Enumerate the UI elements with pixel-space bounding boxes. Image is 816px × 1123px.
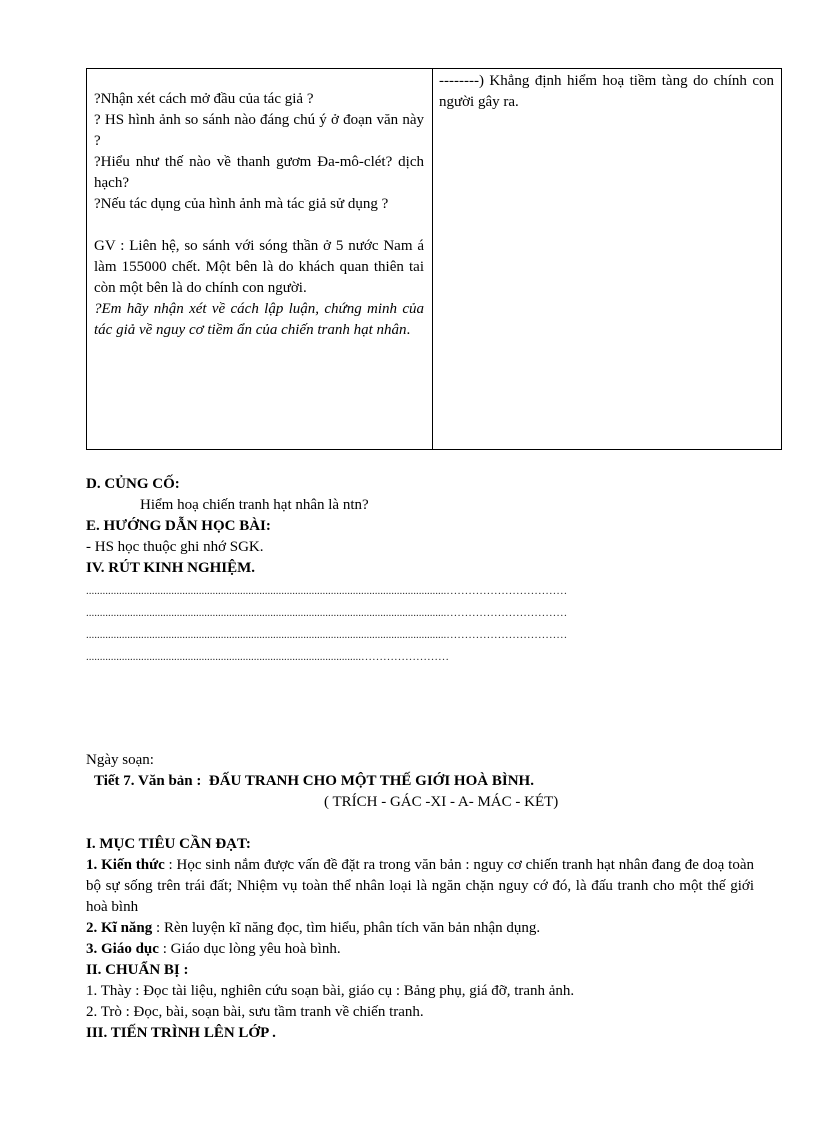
table-left-cell	[87, 69, 433, 449]
education-text: : Giáo dục lòng yêu hoà bình.	[158, 941, 341, 957]
spacer	[94, 215, 424, 236]
objective-knowledge	[86, 855, 754, 918]
objectives-heading: I. MỤC TIÊU CẦN ĐẠT:	[86, 836, 251, 852]
preparation-student: 2. Trò : Đọc, bài, soạn bài, sưu tầm tranh về chiến tranh.	[86, 1004, 424, 1020]
table-right-cell	[433, 69, 781, 449]
procedure-heading: III. TIẾN TRÌNH LÊN LỚP .	[86, 1025, 276, 1041]
lesson-title-prefix: Tiết 7. Văn bản :	[94, 773, 202, 789]
question-effect: ?Nếu tác dụng của hình ảnh mà tác giả sử dụng ?	[94, 196, 389, 212]
lesson-title	[94, 771, 534, 792]
dotted-line-1: ...................................................................................................................................……………………………	[86, 585, 568, 597]
dotted-line-3: ...................................................................................................................................……………………………	[86, 629, 568, 641]
dotted-line-2: ...................................................................................................................................……………………………	[86, 607, 568, 619]
preparation-teacher: 1. Thày : Đọc tài liệu, nghiên cứu soạn bài, giáo cụ : Bảng phụ, giá đỡ, tranh ảnh.	[86, 983, 575, 999]
date-label: Ngày soạn:	[86, 752, 154, 768]
lesson-subtitle: ( TRÍCH - GÁC -XI - A- MÁC - KÉT)	[324, 794, 559, 810]
skills-label: 2. Kĩ năng	[86, 920, 153, 936]
knowledge-label: 1. Kiến thức	[86, 857, 165, 873]
lesson-table	[86, 68, 782, 450]
section-iv-heading: IV. RÚT KINH NGHIỆM.	[86, 560, 256, 576]
preparation-heading: II. CHUẨN BỊ :	[86, 962, 189, 978]
knowledge-text: : Học sinh nắm được vấn đề đặt ra trong văn bản : nguy cơ chiến tranh hạt nhân đang đe doạ toàn bộ sự sống trên trái đất; Nhiệm vụ toàn thể nhân loại là ngăn chặn nguy cớ đó, là đấu tranh cho một thế giới hoà bình	[86, 857, 754, 915]
section-d-heading: D. CỦNG CỐ:	[86, 476, 180, 492]
objective-skills	[86, 918, 540, 939]
question-argument-period: .	[406, 322, 411, 338]
question-damocles: ?Hiểu như thế nào về thanh gươm Đa-mô-clét? dịch hạch?	[94, 154, 424, 191]
skills-text: : Rèn luyện kĩ năng đọc, tìm hiểu, phân tích văn bản nhận dụng.	[152, 920, 541, 936]
objective-education	[86, 939, 341, 960]
question-argument-text: ?Em hãy nhận xét về cách lập luận, chứng minh của tác giả về nguy cơ tiềm ẩn của chiến tranh hạt nhân	[94, 301, 424, 338]
question-opening: ?Nhận xét cách mở đầu của tác giả ?	[94, 91, 314, 107]
right-cell-text: --------) Khẳng định hiểm hoạ tiềm tàng do chính con người gây ra.	[439, 73, 774, 110]
question-comparison: ? HS hình ảnh so sánh nào đáng chú ý ở đoạn văn này ?	[94, 112, 424, 149]
lesson-title-main: ĐẤU TRANH CHO MỘT THẾ GIỚI HOÀ BÌNH.	[208, 773, 534, 789]
teacher-note: GV : Liên hệ, so sánh với sóng thần ở 5 nước Nam á làm 155000 chết. Một bên là do khách quan thiên tai còn một bên là do chính con người.	[94, 238, 424, 296]
section-d-body: Hiểm hoạ chiến tranh hạt nhân là ntn?	[140, 497, 369, 513]
section-e-body: - HS học thuộc ghi nhớ SGK.	[86, 539, 264, 555]
question-argument	[94, 299, 424, 341]
section-e-heading: E. HƯỚNG DẪN HỌC BÀI:	[86, 518, 271, 534]
dotted-line-4: ....................................................................................................……………………	[86, 651, 449, 663]
education-label: 3. Giáo dục	[86, 941, 159, 957]
